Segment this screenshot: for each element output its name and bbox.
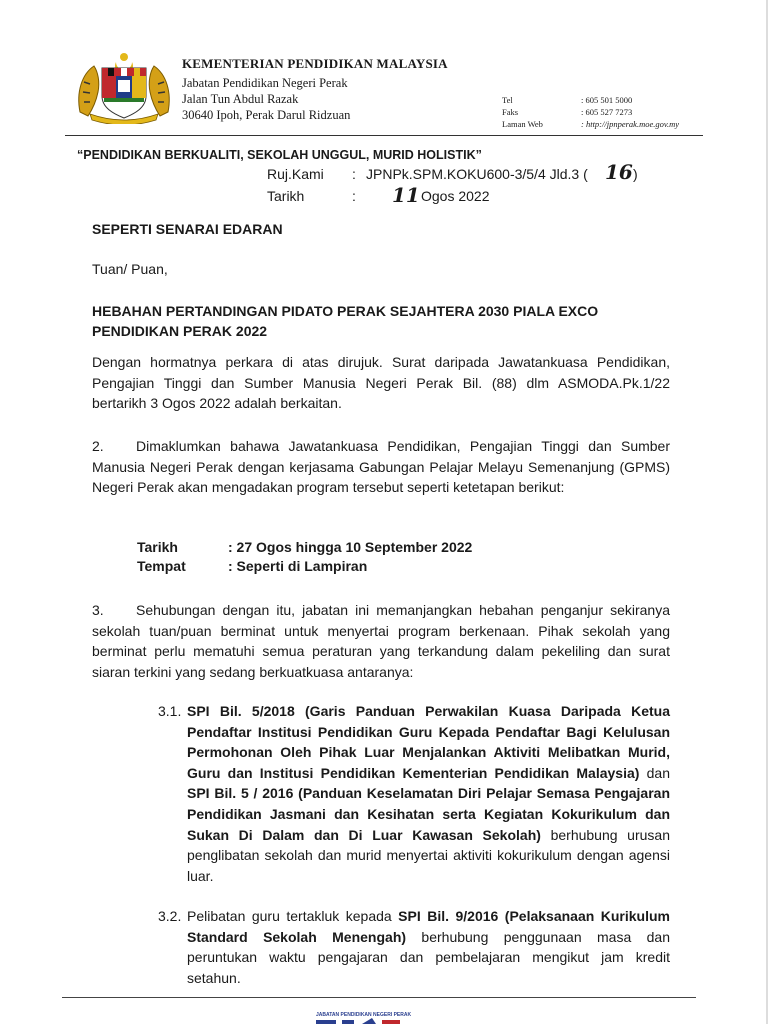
item-3-1-spi-2018: SPI Bil. 5/2018 (Garis Panduan Perwakilan Kuasa Daripada Ketua Pendaftar Institusi Pendidikan Guru Kepada Pendaftar Bagi Kelulusan Permohonan Oleh Pihak Luar Menjalankan Aktiviti Melibatkan Murid, Guru dan Institusi Pendidikan Kementerian Pendidikan Malaysia) (187, 703, 670, 781)
item-3-2-lead: Pelibatan guru tertakluk kepada (187, 908, 399, 924)
paragraph-3 (92, 600, 670, 682)
detail-venue-value: : Seperti di Lampiran (228, 558, 368, 574)
footer-logo-icon (316, 1018, 406, 1024)
address-line-3: 30640 Ipoh, Perak Darul Ridzuan (182, 108, 351, 122)
ref-close: ) (633, 166, 638, 182)
paragraph-2-number: 2. (92, 438, 104, 454)
item-3-1-conjunction: dan (639, 764, 671, 781)
detail-date-value: : 27 Ogos hingga 10 September 2022 (228, 539, 473, 555)
subject-line-2: PENDIDIKAN PERAK 2022 (92, 323, 268, 339)
paragraph-1-text: Dengan hormatnya perkara di atas dirujuk. Surat daripada Jawatankuasa Pendidikan, Pengajian Tinggi dan Sumber Manusia Negeri Perak Bil. (88) dlm ASMODA.Pk.1/22 bertarikh 3 Ogos 2022 adalah berkaitan. (92, 354, 670, 411)
tel-label: Tel (502, 95, 513, 105)
date-label: Tarikh (267, 188, 305, 204)
item-3-1-tail: berhubung urusan penglibatan sekolah dan murid menyertai aktiviti kokurikulum dengan agensi luar. (187, 826, 670, 884)
item-3-2-number: 3.2. (158, 908, 182, 924)
fax-label: Faks (502, 107, 519, 117)
paragraph-3-number: 3. (92, 602, 104, 618)
tel-value: : 605 501 5000 (581, 95, 633, 105)
date-month-year: Ogos 2022 (421, 188, 490, 204)
paragraph-1 (92, 352, 670, 414)
footer-divider (62, 997, 696, 998)
paragraph-3-text: Sehubungan dengan itu, jabatan ini memanjangkan hebahan penganjur sekiranya sekolah tuan/puan berminat untuk menyertai program berkenaan. Pihak sekolah yang berminat perlu mematuhi semua peraturan yang terkandung dalam pekeliling dan surat siaran terkini yang sedang berkuatkuasa antaranya: (92, 602, 670, 680)
national-crest-icon (74, 52, 174, 124)
fax-value: : 605 527 7273 (581, 107, 633, 117)
address-line-1: Jabatan Pendidikan Negeri Perak (182, 76, 348, 90)
subject-line-1: HEBAHAN PERTANDINGAN PIDATO PERAK SEJAHTERA 2030 PIALA EXCO (92, 303, 599, 319)
paragraph-2 (92, 436, 670, 498)
item-3-1 (158, 701, 670, 886)
detail-date-label: Tarikh (137, 539, 178, 555)
footer-logo-text: JABATAN PENDIDIKAN NEGERI PERAK (316, 1012, 412, 1018)
ref-value: JPNPk.SPM.KOKU600-3/5/4 Jld.3 ( (366, 166, 588, 182)
web-label: Laman Web (502, 119, 543, 129)
date-handwritten-day: 11 (392, 183, 420, 207)
web-value: : http://jpnperak.moe.gov.my (581, 119, 680, 129)
salutation: Tuan/ Puan, (92, 261, 168, 277)
address-line-2: Jalan Tun Abdul Razak (182, 92, 299, 106)
motto: “PENDIDIKAN BERKUALITI, SEKOLAH UNGGUL, MURID HOLISTIK” (77, 148, 482, 162)
ref-colon: : (352, 166, 356, 182)
letterhead-divider (65, 135, 703, 136)
paragraph-2-text: Dimaklumkan bahawa Jawatankuasa Pendidikan, Pengajian Tinggi dan Sumber Manusia Negeri Perak dengan kerjasama Gabungan Pelajar Melayu Semenanjung (GPMS) Negeri Perak akan mengadakan program tersebut seperti ketetapan berikut: (92, 438, 670, 495)
ministry-name: KEMENTERIAN PENDIDIKAN MALAYSIA (182, 56, 448, 71)
ref-handwritten-number: 16 (605, 160, 633, 184)
ref-label: Ruj.Kami (267, 166, 324, 182)
date-colon: : (352, 188, 356, 204)
item-3-2-tail: berhubung penggunaan masa dan peruntukan waktu pengajaran dan pembelajaran mengikut jam kredit setahun. (187, 928, 670, 986)
item-3-2 (158, 906, 670, 988)
detail-venue-label: Tempat (137, 558, 186, 574)
item-3-2-spi-2016: SPI Bil. 9/2016 (Pelaksanaan Kurikulum Standard Sekolah Menengah) (187, 908, 670, 945)
item-3-1-number: 3.1. (158, 703, 182, 719)
recipient: SEPERTI SENARAI EDARAN (92, 221, 283, 237)
item-3-1-spi-2016: SPI Bil. 5 / 2016 (Panduan Keselamatan Diri Pelajar Semasa Pengajaran Pendidikan Jasmani dan Kesihatan serta Kegiatan Kokurikulum dan Sukan Di Dalam dan Di Luar Kawasan Sekolah) (187, 785, 670, 843)
